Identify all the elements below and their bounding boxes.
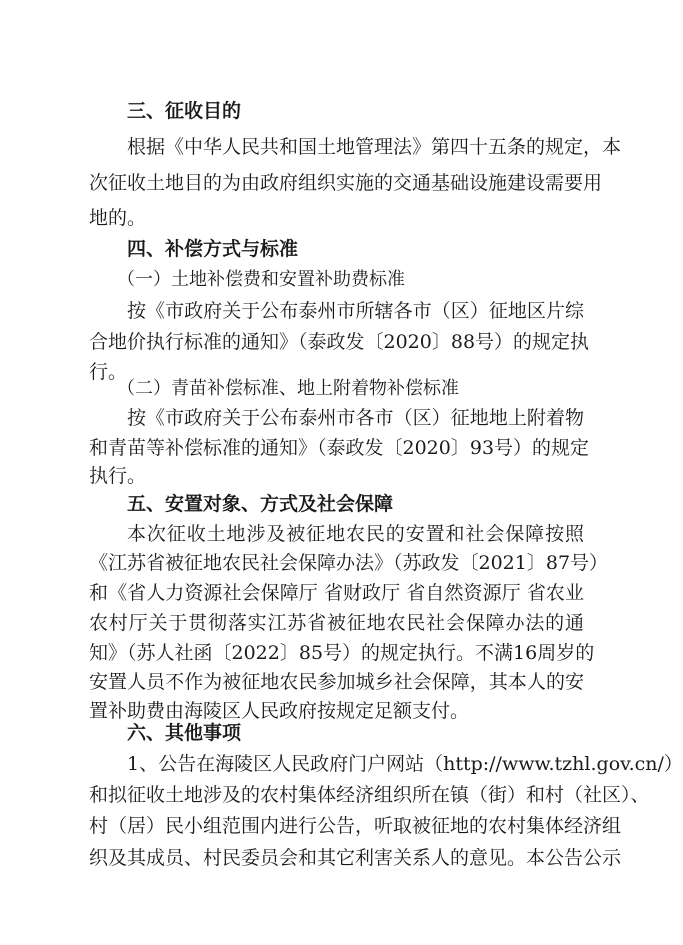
- section-heading-4: 四、补偿方式与标准: [127, 238, 299, 260]
- paragraph-line: 次征收土地目的为由政府组织实施的交通基础设施建设需要用: [89, 172, 603, 194]
- paragraph-line: 和《省人力资源社会保障厅 省财政厅 省自然资源厅 省农业: [89, 582, 584, 604]
- paragraph-line: 根据《中华人民共和国土地管理法》第四十五条的规定，本: [127, 136, 622, 158]
- paragraph-line: 合地价执行标准的通知》（泰政发〔2020〕88号）的规定执: [89, 331, 590, 353]
- paragraph-line: 织及其成员、村民委员会和其它利害关系人的意见。本公告公示: [89, 847, 622, 869]
- paragraph-line: 村（居）民小组范围内进行公告，听取被征地的农村集体经济组: [89, 815, 622, 837]
- paragraph-line: 和拟征收土地涉及的农村集体经济组织所在镇（街）和村（社区）、: [89, 784, 650, 806]
- section-heading-3: 三、征收目的: [127, 100, 242, 122]
- paragraph-line: 按《市政府关于公布泰州市所辖各市（区）征地区片综: [127, 300, 584, 322]
- paragraph-line: 1、公告在海陵区人民政府门户网站（http://www.tzhl.gov.cn/）: [127, 753, 683, 775]
- paragraph-line: 行。: [89, 361, 128, 383]
- subsection-heading: （二）青苗补偿标准、地上附着物补偿标准: [117, 378, 459, 399]
- paragraph-line: 执行。: [89, 465, 147, 487]
- paragraph-line: 置补助费由海陵区人民政府按规定足额支付。: [89, 700, 470, 722]
- paragraph-line: 本次征收土地涉及被征地农民的安置和社会保障按照: [127, 523, 584, 545]
- paragraph-line: 农村厅关于贯彻落实江苏省被征地农民社会保障办法的通: [89, 612, 584, 634]
- paragraph-line: 和青苗等补偿标准的通知》（泰政发〔2020〕93号）的规定: [89, 437, 590, 459]
- paragraph-line: 安置人员不作为被征地农民参加城乡社会保障，其本人的安: [89, 671, 584, 693]
- section-heading-6: 六、其他事项: [127, 722, 242, 744]
- paragraph-line: 按《市政府关于公布泰州市各市（区）征地地上附着物: [127, 407, 584, 429]
- subsection-heading: （一）土地补偿费和安置补助费标准: [117, 269, 405, 290]
- section-heading-5: 五、安置对象、方式及社会保障: [127, 493, 394, 515]
- paragraph-line: 知》（苏人社函〔2022〕85号）的规定执行。不满16周岁的: [89, 642, 595, 664]
- paragraph-line: 地的。: [89, 207, 147, 229]
- paragraph-line: 《江苏省被征地农民社会保障办法》（苏政发〔2021〕87号）: [89, 552, 609, 574]
